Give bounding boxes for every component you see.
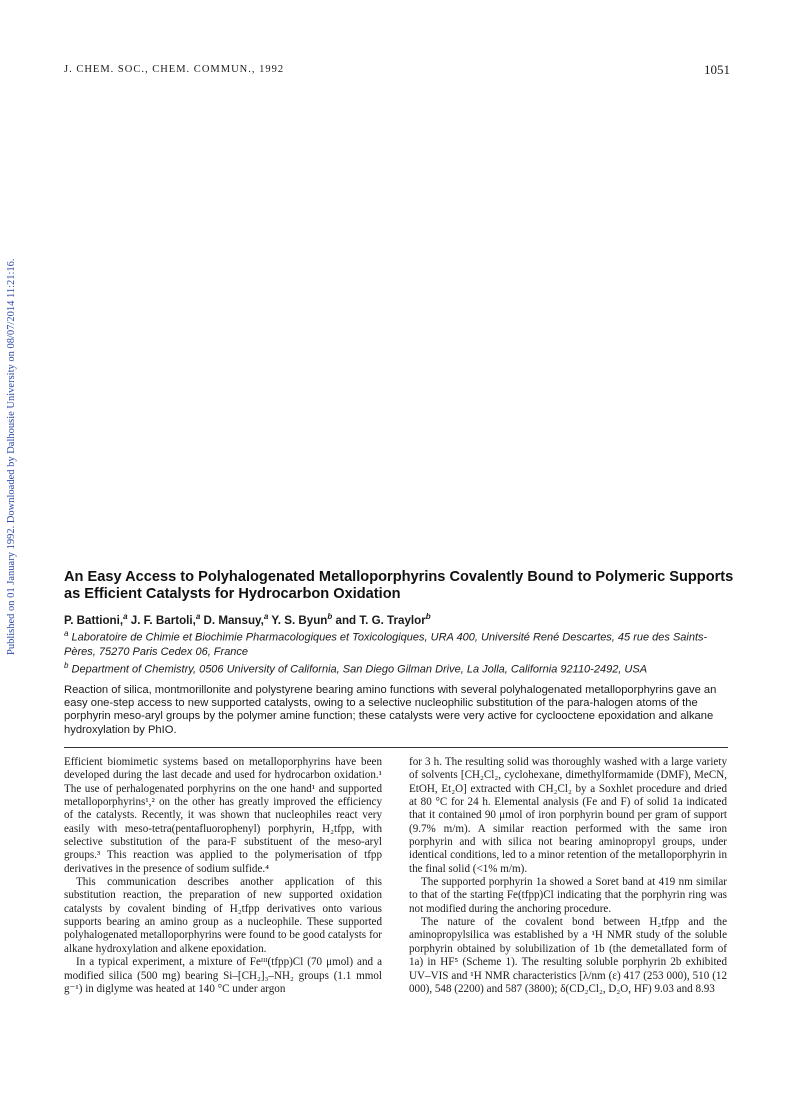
body-paragraph: In a typical experiment, a mixture of Feᴵᴵᴵ(tfpp)Cl (70 μmol) and a modified silica (500 mg) bearing Si–[CH₂]₃–NH₂ groups (1.1 mmol g⁻¹) in diglyme was heated at 140 °C under argon (64, 956, 382, 995)
affiliation-mark: a (263, 612, 269, 621)
author-name: and T. G. Traylor (335, 613, 426, 627)
affiliation-text: Laboratoire de Chimie et Biochimie Pharmacologiques et Toxicologiques, URA 400, Université René Descartes, 45 rue des Saints-Pères, 75270 Paris Cedex 06, France (64, 631, 708, 658)
affiliation-mark: a (195, 612, 201, 621)
article-title: An Easy Access to Polyhalogenated Metalloporphyrins Covalently Bound to Polymeric Supports as Efficient Catalysts for Hydrocarbon Oxidation (64, 569, 734, 602)
journal-header: J. CHEM. SOC., CHEM. COMMUN., 1992 (64, 64, 285, 75)
author-list (64, 609, 736, 628)
affiliation-mark: b (425, 612, 431, 621)
body-paragraph: The supported porphyrin 1a showed a Soret band at 419 nm similar to that of the starting Fe(tfpp)Cl indicating that the porphyrin ring was not modified during the anchoring procedure. (409, 876, 727, 915)
body-column-right (409, 756, 727, 996)
page-number: 1051 (704, 62, 730, 77)
affiliation-text: Department of Chemistry, 0506 University of California, San Diego Gilman Drive, La Jolla, California 92110-2492, USA (71, 663, 648, 676)
affiliation-mark: a (64, 629, 69, 638)
body-paragraph: for 3 h. The resulting solid was thoroughly washed with a large variety of solvents [CH₂Cl₂, cyclohexane, dimethylformamide (DMF), MeCN, EtOH, Et₂O] extracted with CH₂Cl₂ by a Soxhlet procedure and dried at 80 °C for 24 h. Elemental analysis (Fe and F) of solid 1a indicated that it contained 90 μmol of iron porphyrin bound per gram of support (9.7% m/m). A similar reaction performed with the same iron porphyrin and with silica not bearing aminopropyl groups, under identical conditions, led to a minor retention of the metalloporphyrin in the final solid (<1% m/m). (409, 756, 727, 875)
affiliation-a (64, 627, 736, 659)
body-column-left (64, 756, 382, 996)
affiliations (64, 627, 736, 676)
affiliation-mark: b (64, 660, 69, 670)
body-paragraph: Efficient biomimetic systems based on metalloporphyrins have been developed during the last decade and used for hydrocarbon oxidation.¹ The use of perhalogenated porphyrins on the one hand¹ and supported metalloporphyrins¹,² on the other has greatly improved the efficiency of the catalysts. Recently, it was shown that nucleophiles react very easily with meso-tetra(pentafluorophenyl) porphyrin, H₂tfpp, with selective substitution of the para-F substituent of the meso-aryl groups.³ This reaction was applied to the polymerisation of tfpp derivatives in the presence of sodium sulfide.⁴ (64, 756, 382, 875)
author-name: P. Battioni, (64, 613, 124, 627)
affiliation-b (64, 659, 736, 677)
body-paragraph: This communication describes another application of this substitution reaction, the preparation of new supported oxidation catalysts by covalent binding of H₂tfpp derivatives onto various supports bearing an amino group as a nucleophile. These supported polyhalogenated metalloporphyrins were found to be good catalysts for alkane hydroxylation and alkene epoxidation. (64, 876, 382, 955)
section-divider (64, 747, 728, 748)
abstract: Reaction of silica, montmorillonite and polystyrene bearing amino functions with several polyhalogenated metalloporphyrins gave an easy one-step access to new supported catalysts, owing to a selective nucleophilic substitution of the para-halogen atoms of the porphyrin meso-aryl groups by the polymer amine function; these catalysts were very active for cyclooctene epoxidation and alkane hydroxylation by PhIO. (64, 684, 717, 736)
author-name: D. Mansuy, (203, 613, 264, 627)
affiliation-mark: a (123, 612, 128, 621)
author-name: Y. S. Byun (271, 613, 328, 627)
download-notice-link[interactable]: Published on 01 January 1992. Downloaded by Dalhousie University on 08/07/2014 11:21:16. (6, 258, 17, 655)
body-paragraph: The nature of the covalent bond between H₂tfpp and the aminopropylsilica was established by a ¹H NMR study of the soluble porphyrin obtained by solubilization of 1b (the demetallated form of 1a) in HF⁵ (Scheme 1). The resulting soluble porphyrin 2b exhibited UV–VIS and ¹H NMR characteristics [λ/nm (ε) 417 (253 000), 510 (12 000), 548 (2200) and 587 (3800); δ(CD₂Cl₂, D₂O, HF) 9.03 and 8.93 (409, 916, 727, 995)
author-name: J. F. Bartoli, (130, 613, 196, 627)
affiliation-mark: b (327, 612, 333, 621)
